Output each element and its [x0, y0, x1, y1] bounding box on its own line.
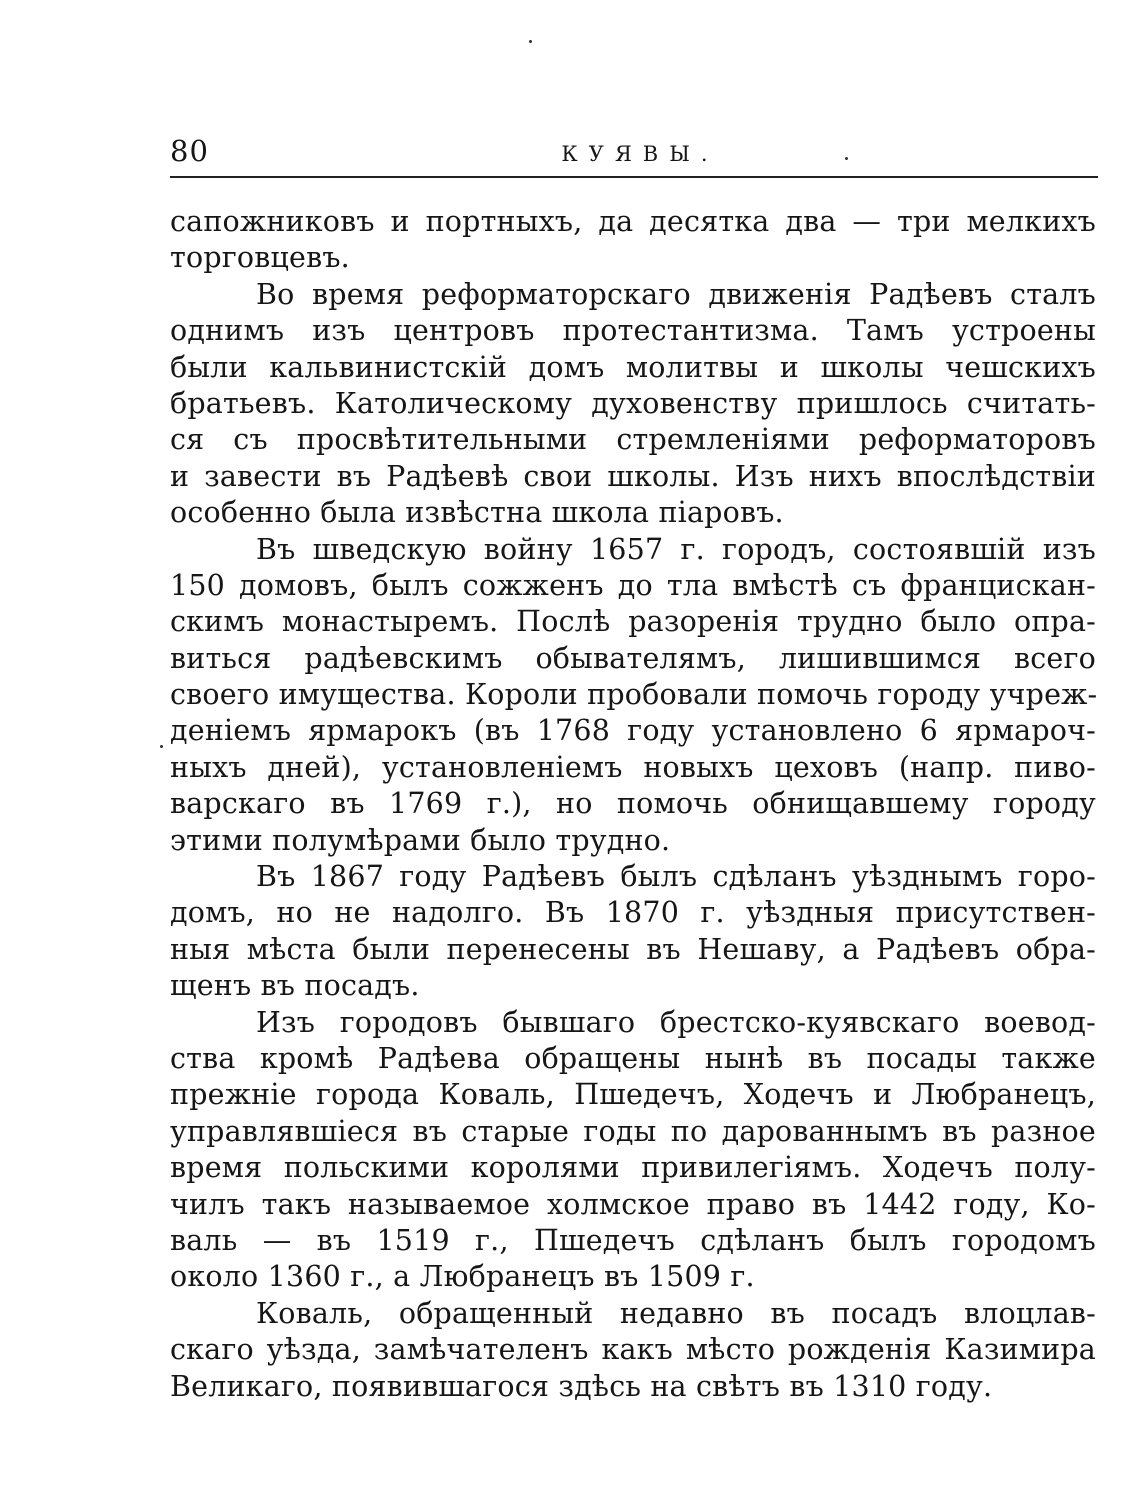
paragraph [170, 1296, 1096, 1405]
text-line: братьевъ. Католическому духовенству пришлось считать- [170, 386, 1096, 420]
print-speck [160, 745, 163, 748]
text-line: ныя мѣста были перенесены въ Нешаву, а Радѣевъ обра- [170, 932, 1096, 966]
text-line: ся съ просвѣтительными стремленіями реформаторовъ [170, 423, 1096, 457]
text-line: ства кромѣ Радѣева обращены нынѣ въ посады также [170, 1041, 1096, 1075]
text-line: Великаго, появившагося здѣсь на свѣтъ въ 1310 году. [170, 1369, 993, 1403]
text-line: прежніе города Коваль, Пшедечъ, Ходечъ и Любранецъ, [170, 1078, 1096, 1112]
text-line: Въ шведскую войну 1657 г. городъ, состоявшій изъ [256, 532, 1096, 566]
text-line: этими полумѣрами было трудно. [170, 823, 671, 857]
text-line: чилъ такъ называемое холмское право въ 1442 году, Ко- [170, 1187, 1096, 1221]
paragraph [170, 277, 1096, 532]
text-line: своего имущества. Короли пробовали помочь городу учреж- [170, 678, 1098, 712]
text-line: валь — въ 1519 г., Пшедечъ сдѣланъ былъ городомъ [170, 1223, 1096, 1257]
text-line: Коваль, обращенный недавно въ посадъ влоцлав- [256, 1296, 1096, 1330]
print-speck [845, 157, 848, 160]
text-line: особенно была извѣстна школа піаровъ. [170, 496, 784, 530]
text-line: деніемъ ярмарокъ (въ 1768 году установлено 6 ярмароч- [170, 714, 1096, 748]
text-line: скаго уѣзда, замѣчателенъ какъ мѣсто рожденія Казимира [170, 1333, 1096, 1367]
text-line: время польскими королями привилегіямъ. Ходечъ полу- [170, 1151, 1096, 1185]
text-line: сапожниковъ и портныхъ, да десятка два — три мелкихъ [170, 205, 1096, 238]
text-line: торговцевъ. [170, 241, 350, 275]
text-line: были кальвинистскій домъ молитвы и школы чешскихъ [170, 350, 1096, 384]
paragraph [170, 532, 1096, 860]
running-head: КУЯВЫ. [561, 142, 719, 166]
print-speck [529, 40, 532, 43]
text-line: ныхъ дней), установленіемъ новыхъ цеховъ (напр. пиво- [170, 750, 1096, 784]
text-line: Въ 1867 году Радѣевъ былъ сдѣланъ уѣзднымъ горо- [256, 860, 1096, 894]
text-line: скимъ монастыремъ. Послѣ разоренія трудно было опра- [170, 605, 1096, 639]
text-line: щенъ въ посадъ. [170, 969, 420, 1003]
text-line: домъ, но не надолго. Въ 1870 г. уѣздныя присутствен- [170, 896, 1096, 930]
text-line: управлявшіеся въ старые годы по дарованнымъ въ разное [170, 1114, 1096, 1148]
text-line: и завести въ Радѣевѣ свои школы. Изъ нихъ впослѣдствіи [170, 459, 1096, 493]
text-line: Изъ городовъ бывшаго брестско-куявскаго воевод- [256, 1005, 1096, 1039]
text-line: однимъ изъ центровъ протестантизма. Тамъ устроены [170, 314, 1096, 348]
paragraph [170, 859, 1096, 1005]
text-line: 150 домовъ, былъ сожженъ до тла вмѣстѣ съ францискан- [170, 568, 1096, 602]
paragraph [170, 1005, 1096, 1296]
page-header [170, 134, 1098, 174]
text-line: Во время реформаторскаго движенія Радѣевъ сталъ [256, 277, 1096, 311]
page-number: 80 [170, 134, 209, 168]
text-line: около 1360 г., а Любранецъ въ 1509 г. [170, 1260, 755, 1294]
body-text [170, 204, 1096, 1405]
paragraph [170, 204, 1096, 277]
text-line: варскаго въ 1769 г.), но помочь обнищавшему городу [170, 787, 1096, 821]
header-rule [170, 176, 1098, 178]
text-line: виться радѣевскимъ обывателямъ, лишившимся всего [170, 641, 1096, 675]
